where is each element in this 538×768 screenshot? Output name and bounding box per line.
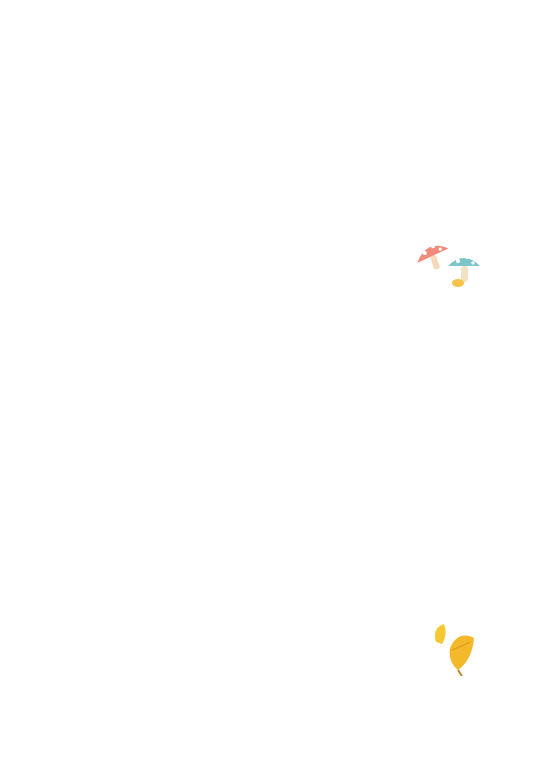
mushroom-border-decoration <box>40 694 488 726</box>
onigiri-border-decoration <box>36 44 486 74</box>
ginkgo-leaf-icon <box>428 620 478 676</box>
mushroom-icon <box>410 236 482 290</box>
month-title <box>92 82 94 132</box>
